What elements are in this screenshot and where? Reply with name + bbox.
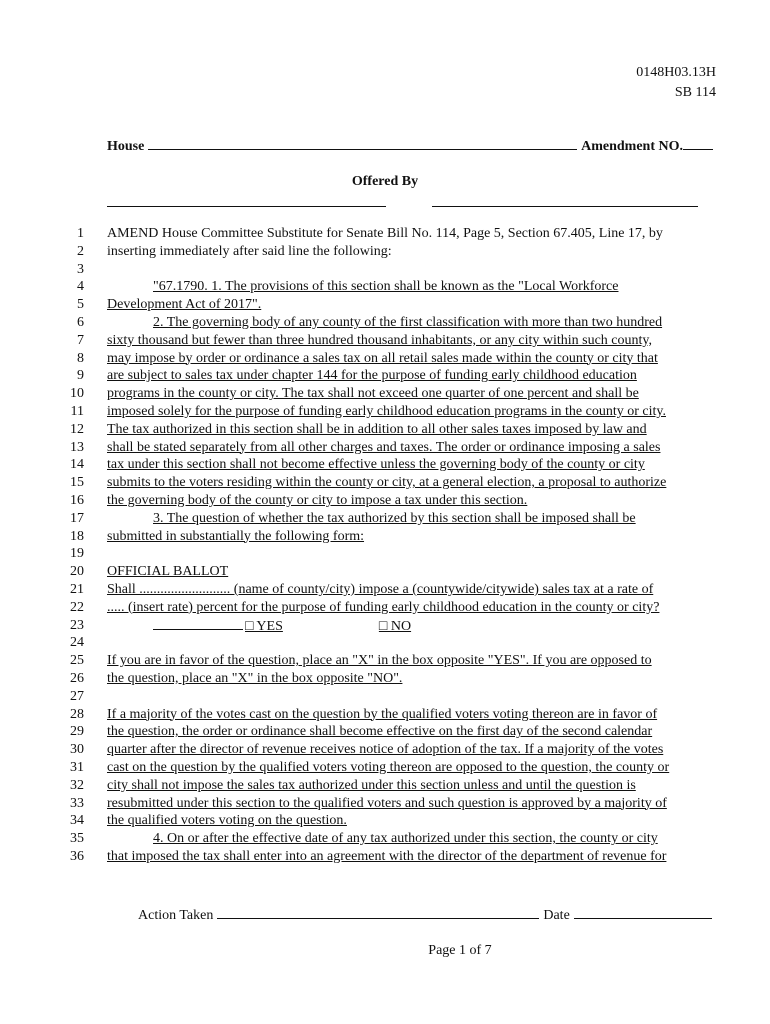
text-line: [0, 314, 770, 332]
line-number: 24: [70, 635, 84, 651]
line-number: 1: [77, 226, 84, 241]
amendment-text: [0, 225, 770, 866]
text-line: [0, 759, 770, 777]
text-line: [0, 332, 770, 350]
text-line: [0, 278, 770, 296]
text-line: [0, 474, 770, 492]
ballot-yes-option: □ YES: [245, 618, 283, 634]
text-line: [0, 617, 770, 635]
line-number: 29: [70, 724, 84, 740]
line-text: 2. The governing body of any county of the first classification with more than two hundred: [153, 314, 663, 330]
text-line: [0, 812, 770, 830]
line-text: resubmitted under this section to the qualified voters and such question is approved by a majority of: [107, 795, 667, 811]
line-text: cast on the question by the qualified voters voting thereon are opposed to the question, the county or: [107, 759, 670, 775]
text-line: [0, 723, 770, 741]
line-number: 28: [70, 706, 84, 722]
line-number: 2: [77, 243, 84, 259]
line-number: 8: [77, 350, 84, 366]
line-number: 19: [70, 546, 84, 562]
text-line: [0, 225, 770, 243]
line-text: If a majority of the votes cast on the question by the qualified voters voting thereon are in favor of: [107, 706, 658, 722]
line-number: 3: [77, 261, 84, 277]
amendment-number-blank: [683, 137, 713, 150]
line-text: The tax authorized in this section shall be in addition to all other sales taxes imposed by law and: [107, 421, 647, 437]
text-line: [0, 599, 770, 617]
line-text: inserting immediately after said line the following:: [107, 243, 392, 259]
action-taken-blank: [217, 906, 539, 919]
sponsor-signature-line-right: [432, 206, 698, 207]
line-text: city shall not impose the sales tax authorized under this section unless and until the question is: [107, 777, 636, 793]
line-text: the qualified voters voting on the question.: [107, 813, 347, 829]
line-text: 3. The question of whether the tax authorized by this section shall be imposed shall be: [153, 510, 636, 526]
text-line: [0, 581, 770, 599]
line-text: ..... (insert rate) percent for the purpose of funding early childhood education in the county or city?: [107, 599, 660, 615]
text-line: [0, 421, 770, 439]
line-text: imposed solely for the purpose of funding early childhood education programs in the county or city.: [107, 403, 666, 419]
text-line: [0, 528, 770, 546]
line-number: 30: [70, 742, 84, 758]
ballot-blank: [153, 617, 243, 630]
text-line: [0, 777, 770, 795]
line-number: 21: [70, 581, 84, 597]
text-line: [0, 403, 770, 421]
text-line: [0, 350, 770, 368]
action-taken-line: [138, 906, 716, 924]
line-number: 32: [70, 777, 84, 793]
line-number: 18: [70, 528, 84, 544]
text-line: [0, 670, 770, 688]
line-number: 14: [70, 457, 84, 473]
house-blank: [148, 137, 577, 150]
page-number: Page 1 of 7: [428, 943, 492, 958]
text-line: [0, 652, 770, 670]
text-line: [0, 545, 770, 563]
text-line: [0, 367, 770, 385]
text-line: [0, 795, 770, 813]
line-text: "67.1790. 1. The provisions of this section shall be known as the "Local Workforce: [153, 279, 619, 295]
line-text: may impose by order or ordinance a sales tax on all retail sales made within the county or city that: [107, 350, 658, 366]
line-text: AMEND House Committee Substitute for Senate Bill No. 114, Page 5, Section 67.405, Line 17, by: [107, 226, 663, 241]
house-label: House: [107, 139, 145, 154]
bill-number: SB 114: [674, 85, 716, 100]
line-text: programs in the county or city. The tax shall not exceed one quarter of one percent and shall be: [107, 386, 639, 402]
line-text: the question, the order or ordinance shall become effective on the first day of the second calendar: [107, 724, 653, 740]
amendment-label: Amendment NO.: [581, 139, 683, 154]
line-text: OFFICIAL BALLOT: [107, 564, 229, 580]
line-number: 7: [77, 332, 84, 348]
line-text: If you are in favor of the question, place an "X" in the box opposite "YES". If you are opposed to: [107, 653, 652, 669]
text-line: [0, 563, 770, 581]
line-number: 34: [70, 813, 84, 829]
line-number: 17: [70, 510, 84, 526]
line-number: 31: [70, 759, 84, 775]
line-number: 33: [70, 795, 84, 811]
line-number: 12: [70, 421, 84, 437]
date-blank: [574, 906, 712, 919]
line-text: quarter after the director of revenue receives notice of adoption of the tax. If a majority of the votes: [107, 742, 664, 758]
line-number: 23: [70, 617, 84, 633]
text-line: [0, 830, 770, 848]
offered-by-label: Offered By: [351, 174, 419, 189]
document-code: 0148H03.13H: [636, 65, 716, 80]
text-line: [0, 456, 770, 474]
line-text: that imposed the tax shall enter into an agreement with the director of the department of revenue for: [107, 848, 667, 864]
line-text: submitted in substantially the following form:: [107, 528, 365, 544]
line-number: 36: [70, 848, 84, 864]
text-line: [0, 296, 770, 314]
line-text: the question, place an "X" in the box opposite "NO".: [107, 670, 403, 686]
action-taken-label: Action Taken: [138, 908, 214, 923]
text-line: [0, 439, 770, 457]
house-amendment-line: [107, 137, 713, 155]
line-number: 13: [70, 439, 84, 455]
line-text: the governing body of the county or city to impose a tax under this section.: [107, 492, 528, 508]
date-label: Date: [543, 908, 570, 923]
sponsor-signature-line-left: [107, 206, 386, 207]
line-number: 22: [70, 599, 84, 615]
text-line: [0, 706, 770, 724]
line-text: are subject to sales tax under chapter 144 for the purpose of funding early childhood education: [107, 368, 637, 384]
text-line: [0, 848, 770, 866]
text-line: [0, 385, 770, 403]
line-text: Development Act of 2017".: [107, 297, 262, 313]
line-text: [107, 617, 715, 636]
line-number: 25: [70, 653, 84, 669]
line-number: 9: [77, 368, 84, 384]
line-number: 11: [70, 403, 84, 419]
text-line: [0, 261, 770, 279]
line-number: 16: [70, 492, 84, 508]
line-number: 20: [70, 564, 84, 580]
line-number: 15: [70, 475, 84, 491]
line-text: tax under this section shall not become effective unless the governing body of the county or city: [107, 457, 645, 473]
text-line: [0, 634, 770, 652]
line-text: Shall .......................... (name of county/city) impose a (countywide/citywide) sales tax at a rate of: [107, 581, 654, 597]
text-line: [0, 510, 770, 528]
line-number: 10: [70, 386, 84, 402]
line-number: 4: [77, 279, 84, 295]
line-number: 5: [77, 297, 84, 313]
line-number: 35: [70, 831, 84, 847]
line-text: sixty thousand but fewer than three hundred thousand inhabitants, or any city within such county,: [107, 332, 652, 348]
text-line: [0, 741, 770, 759]
line-text: submits to the voters residing within the county or city, at a general election, a proposal to authorize: [107, 475, 667, 491]
ballot-no-option: □ NO: [378, 618, 412, 634]
line-text: 4. On or after the effective date of any tax authorized under this section, the county or city: [153, 831, 658, 847]
text-line: [0, 243, 770, 261]
line-number: 6: [77, 314, 84, 330]
text-line: [0, 492, 770, 510]
line-number: 27: [70, 688, 84, 704]
text-line: [0, 688, 770, 706]
line-number: 26: [70, 670, 84, 686]
line-text: shall be stated separately from all other charges and taxes. The order or ordinance imposing a sales: [107, 439, 661, 455]
